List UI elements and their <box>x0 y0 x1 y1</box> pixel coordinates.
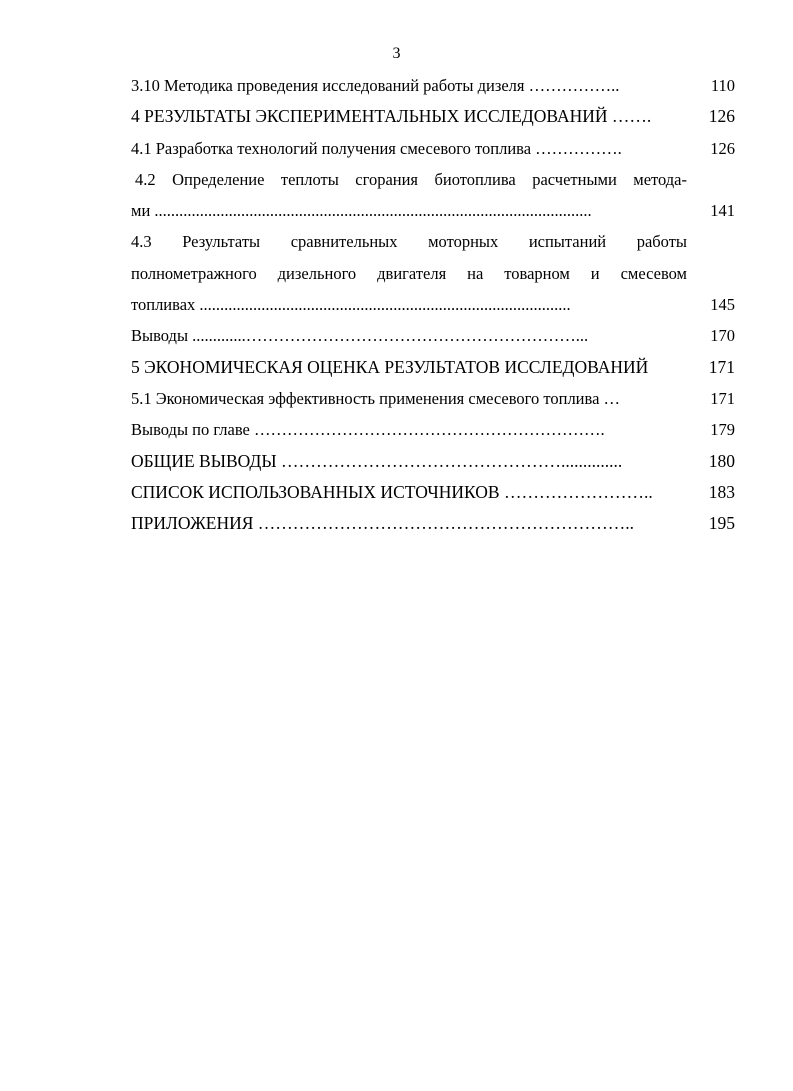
toc-entry-conclusions-4[interactable] <box>131 320 735 351</box>
toc-entry-title: ПРИЛОЖЕНИЯ ……………………………………………………….. <box>131 513 635 534</box>
toc-entry-title: 4.3 Результаты сравнительных моторных испытаний работы <box>131 232 687 252</box>
toc-entry-page: 183 <box>708 481 735 502</box>
toc-entry-title: 5 ЭКОНОМИЧЕСКАЯ ОЦЕНКА РЕЗУЛЬТАТОВ ИССЛЕДОВАНИЙ <box>131 356 649 377</box>
toc-entry-title: 3.10 Методика проведения исследований работы дизеля …………….. <box>131 76 620 95</box>
toc-entry-4-2-line2[interactable] <box>131 195 735 226</box>
toc-entry-title: 4.2 Определение теплоты сгорания биотоплива расчетными метода- <box>135 169 687 189</box>
toc-entry-page: 179 <box>710 420 735 440</box>
toc-entry-general-conclusions[interactable] <box>131 446 735 477</box>
toc-entry-page: 171 <box>710 388 735 408</box>
toc-entry-page: 170 <box>710 326 735 346</box>
table-of-contents <box>131 70 735 539</box>
toc-entry-4-3-line1[interactable] <box>131 226 735 257</box>
toc-entry-title: ОБЩИЕ ВЫВОДЫ ………………………………………….............. <box>131 450 623 471</box>
toc-entry-page: 145 <box>710 295 735 315</box>
toc-entry-chapter-4[interactable] <box>131 101 735 132</box>
toc-entry-page: 110 <box>710 76 735 95</box>
toc-entry-page: 180 <box>708 450 735 471</box>
toc-entry-chapter-5[interactable] <box>131 352 735 383</box>
toc-entry-4-1[interactable] <box>131 133 735 164</box>
toc-entry-page: 126 <box>708 106 735 127</box>
toc-entry-title-continued: ми .......................................................................................................... <box>131 201 592 221</box>
toc-entry-references[interactable] <box>131 477 735 508</box>
toc-entry-title: Выводы .............……………………………………………………... <box>131 326 589 346</box>
toc-entry-5-1[interactable] <box>131 383 735 414</box>
toc-entry-page: 126 <box>710 138 735 158</box>
toc-entry-appendices[interactable] <box>131 508 735 539</box>
toc-entry-title-continued: топливах .......................................................................................... <box>131 295 571 315</box>
toc-entry-title: 5.1 Экономическая эффективность применения смесевого топлива … <box>131 388 621 408</box>
toc-entry-4-2-line1[interactable] <box>131 164 735 195</box>
toc-entry-conclusions-5[interactable] <box>131 414 735 445</box>
toc-entry-title: 4.1 Разработка технологий получения смесевого топлива ……………. <box>131 138 622 158</box>
toc-entry-3-10[interactable] <box>131 70 735 101</box>
toc-entry-page: 195 <box>708 513 735 534</box>
toc-entry-title: 4 РЕЗУЛЬТАТЫ ЭКСПЕРИМЕНТАЛЬНЫХ ИССЛЕДОВАНИЙ ……. <box>131 106 652 127</box>
toc-entry-4-3-line2[interactable] <box>131 258 735 289</box>
toc-entry-title-continued: полнометражного дизельного двигателя на товарном и смесевом <box>131 263 687 283</box>
toc-entry-4-3-line3[interactable] <box>131 289 735 320</box>
toc-entry-page: 171 <box>708 356 735 377</box>
page-number: 3 <box>392 45 401 62</box>
toc-entry-title: Выводы по главе ………………………………………………………. <box>131 420 605 440</box>
toc-entry-title: СПИСОК ИСПОЛЬЗОВАННЫХ ИСТОЧНИКОВ …………………….. <box>131 481 653 502</box>
toc-entry-page: 141 <box>710 201 735 221</box>
